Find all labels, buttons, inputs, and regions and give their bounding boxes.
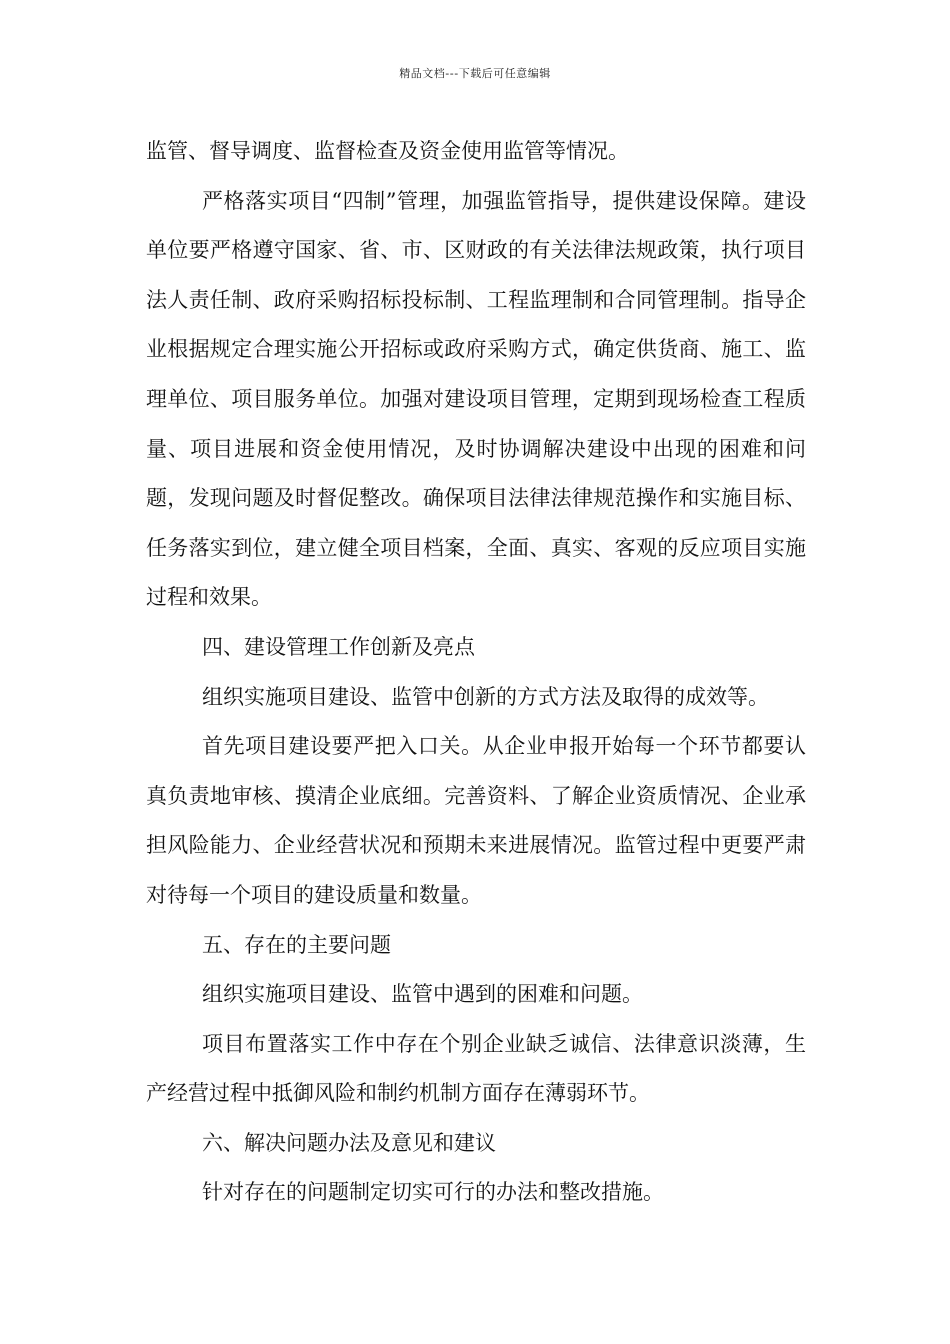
paragraph-5: 组织实施项目建设、监管中遇到的困难和问题。 [202, 982, 643, 1007]
section-heading-4: 四、建设管理工作创新及亮点 [202, 634, 475, 659]
paragraph-3: 组织实施项目建设、监管中创新的方式方法及取得的成效等。 [202, 684, 769, 709]
page-header: 精品文档---下载后可任意编辑 [399, 67, 551, 80]
section-heading-6: 六、解决问题办法及意见和建议 [202, 1130, 496, 1155]
section-heading-5: 五、存在的主要问题 [202, 932, 391, 957]
paragraph-7: 针对存在的问题制定切实可行的办法和整改措施。 [202, 1180, 664, 1205]
paragraph-1: 监管、督导调度、监督检查及资金使用监管等情况。 [146, 139, 629, 163]
document-body [146, 127, 806, 1218]
paragraph-4: 首先项目建设要严把入口关。从企业申报开始每一个环节都要认真负责地审核、摸清企业底细。完善资料、了解企业资质情况、企业承担风险能力、企业经营状况和预期未来进展情况。监管过程中更要严肃对待每一个项目的建设质量和数量。 [146, 734, 806, 907]
paragraph-6: 项目布置落实工作中存在个别企业缺乏诚信、法律意识淡薄，生产经营过程中抵御风险和制约机制方面存在薄弱环节。 [146, 1031, 806, 1106]
paragraph-2: 严格落实项目“四制”管理，加强监管指导，提供建设保障。建设单位要严格遵守国家、省、市、区财政的有关法律法规政策，执行项目法人责任制、政府采购招标投标制、工程监理制和合同管理制。指导企业根据规定合理实施公开招标或政府采购方式，确定供货商、施工、监理单位、项目服务单位。加强对建设项目管理，定期到现场检查工程质量、项目进展和资金使用情况，及时协调解决建设中出现的困难和问题，发现问题及时督促整改。确保项目法律法律规范操作和实施目标、任务落实到位，建立健全项目档案，全面、真实、客观的反应项目实施过程和效果。 [146, 188, 806, 610]
